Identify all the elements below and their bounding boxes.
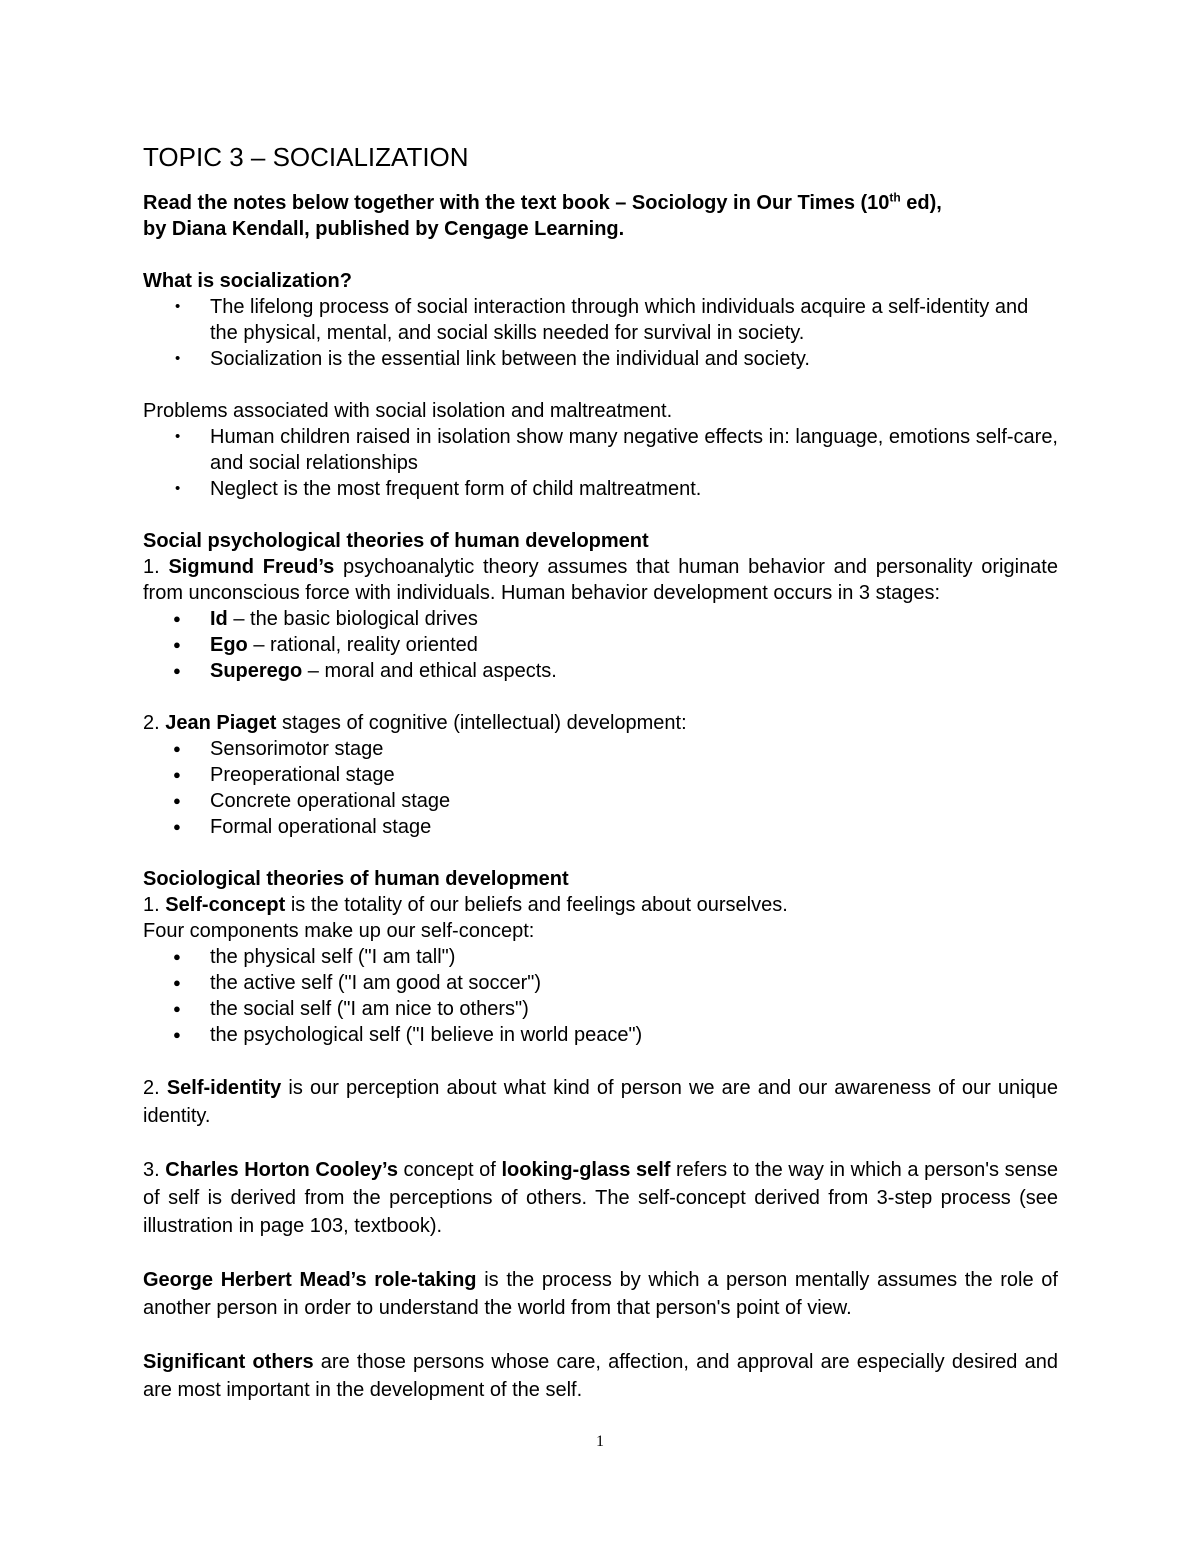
list-item: ● the physical self ("I am tall") xyxy=(143,944,1058,970)
piaget-name: Jean Piaget xyxy=(165,712,277,734)
self-identity-text: is our perception about what kind of person we are and our awareness of our unique identity. xyxy=(143,1077,1058,1127)
stage-desc: – moral and ethical aspects. xyxy=(302,660,557,682)
cooley-text-2: refers to the way in which a person's sense of self is derived from the perceptions of others. The self-concept derived from 3-step process (see illustration in page 103, textbook). xyxy=(143,1159,1058,1237)
sociological-heading: Sociological theories of human development xyxy=(143,868,569,890)
list-item: ● the active self ("I am good at soccer") xyxy=(143,970,1058,996)
list-item: • Human children raised in isolation show many negative effects in: language, emotions self-care, and social relationships xyxy=(143,424,1058,476)
stage-desc: – the basic biological drives xyxy=(227,608,478,630)
list-item: • The lifelong process of social interaction through which individuals acquire a self-identity and the physical, mental, and social skills needed for survival in society. xyxy=(143,294,1058,346)
cooley-paragraph xyxy=(143,1156,1058,1240)
piaget-stages-list xyxy=(143,736,1058,840)
self-concept-paragraph xyxy=(143,892,1058,918)
cooley-name: Charles Horton Cooley’s xyxy=(165,1159,398,1181)
list-item: ● the psychological self ("I believe in world peace") xyxy=(143,1022,1058,1048)
mead-name: George Herbert Mead’s role-taking xyxy=(143,1269,477,1291)
list-item: • Socialization is the essential link between the individual and society. xyxy=(143,346,1058,372)
list-item: • Neglect is the most frequent form of child maltreatment. xyxy=(143,476,1058,502)
self-identity-term: Self-identity xyxy=(166,1077,282,1099)
cooley-term: looking-glass self xyxy=(501,1159,671,1181)
significant-others-term: Significant others xyxy=(143,1351,314,1373)
self-concept-text: is the totality of our beliefs and feelings about ourselves. xyxy=(285,894,788,916)
self-concept-term: Self-concept xyxy=(165,894,286,916)
what-is-heading: What is socialization? xyxy=(143,270,352,292)
problems-list xyxy=(143,424,1058,502)
stage-term: Superego xyxy=(210,660,303,682)
piaget-text: stages of cognitive (intellectual) development: xyxy=(276,712,687,734)
significant-others-text: are those persons whose care, affection, and approval are especially desired and are most important in the development of the self. xyxy=(143,1351,1059,1401)
page-title: TOPIC 3 – SOCIALIZATION xyxy=(143,142,469,172)
intro-line-1 xyxy=(143,190,1058,216)
intro-line-2: by Diana Kendall, published by Cengage Learning. xyxy=(143,218,625,240)
cooley-text-1: concept of xyxy=(397,1159,502,1181)
social-psych-heading: Social psychological theories of human development xyxy=(143,530,649,552)
stage-term: Ego xyxy=(210,634,248,656)
significant-others-paragraph xyxy=(143,1348,1058,1404)
list-item: ● Sensorimotor stage xyxy=(143,736,1058,762)
page-number: 1 xyxy=(596,1433,604,1450)
mead-paragraph xyxy=(143,1266,1058,1322)
components-intro: Four components make up our self-concept: xyxy=(143,920,535,942)
problems-heading: Problems associated with social isolation and maltreatment. xyxy=(143,400,673,422)
cooley-number: 3. xyxy=(143,1159,166,1181)
self-identity-number: 2. xyxy=(143,1077,167,1099)
list-item: ● the social self ("I am nice to others") xyxy=(143,996,1058,1022)
piaget-number: 2. xyxy=(143,712,166,734)
freud-paragraph xyxy=(143,554,1058,606)
components-list xyxy=(143,944,1058,1048)
stage-desc: – rational, reality oriented xyxy=(247,634,478,656)
list-item: ● Concrete operational stage xyxy=(143,788,1058,814)
freud-number: 1. xyxy=(143,556,169,578)
freud-text: psychoanalytic theory assumes that human behavior and personality originate from unconscious force with individuals. Human behavior development occurs in 3 stages: xyxy=(143,556,1058,604)
page-content xyxy=(143,140,1058,1404)
mead-text: is the process by which a person mentally assumes the role of another person in order to understand the world from that person's point of view. xyxy=(143,1269,1058,1319)
what-is-list xyxy=(143,294,1058,372)
list-item: ● Preoperational stage xyxy=(143,762,1058,788)
intro-text-b: ed), xyxy=(900,192,942,214)
freud-name: Sigmund Freud’s xyxy=(168,556,335,578)
piaget-paragraph xyxy=(143,710,1058,736)
intro-superscript: th xyxy=(889,190,901,205)
self-concept-number: 1. xyxy=(143,894,166,916)
self-identity-paragraph xyxy=(143,1074,1058,1130)
intro-text-a: Read the notes below together with the text book – Sociology in Our Times (10 xyxy=(143,192,890,214)
list-item: ● Formal operational stage xyxy=(143,814,1058,840)
list-item xyxy=(143,632,1058,658)
list-item xyxy=(143,606,1058,632)
stage-term: Id xyxy=(210,608,228,630)
list-item xyxy=(143,658,1058,684)
freud-stages-list xyxy=(143,606,1058,684)
